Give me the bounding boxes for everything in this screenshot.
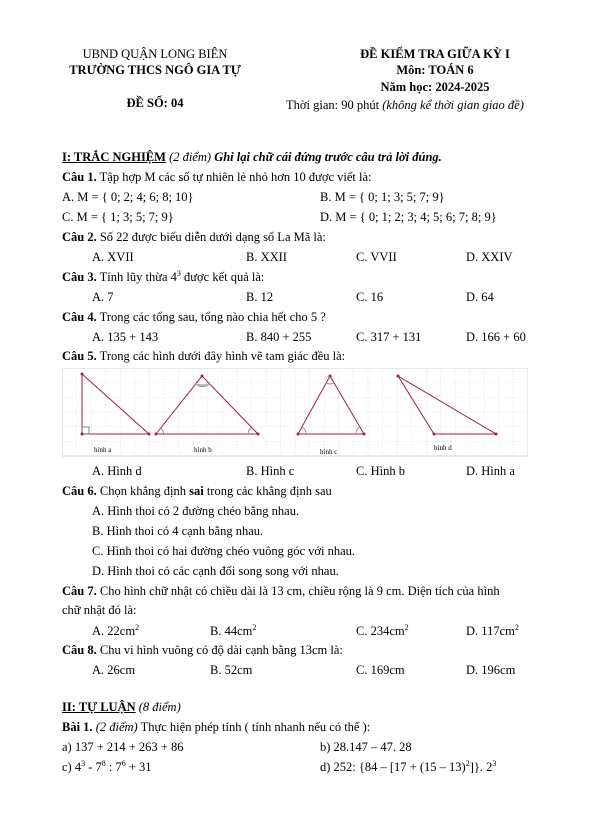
q7-option-b: B. $44cm^2$: [210, 622, 257, 638]
q4-option-b: B. 840 + 255: [246, 330, 312, 344]
q1-option-b: B. M = { 0; 1; 3; 5; 7; 9}: [320, 190, 445, 204]
fig-label-a: hình a: [94, 446, 112, 454]
q3-option-c: C. 16: [356, 290, 384, 304]
exam-time: Thời gian: 90 phút (không kể thời gian giao đề): [286, 98, 524, 112]
q6-option-d: D. Hình thoi có các cạnh đối song song với nhau.: [92, 564, 339, 578]
q3-option-d: D. 64: [466, 290, 494, 304]
q4-option-a: A. 135 + 143: [92, 330, 159, 344]
q4-option-d: D. 166 + 60: [466, 330, 526, 344]
exercise-1c: c) $4^3 - 7^8$ : $7^6 + 31$: [62, 758, 152, 774]
fig-label-d: hình d: [434, 444, 452, 452]
question-5: Câu 5. Trong các hình dưới đây hình vẽ tam giác đều là:: [62, 349, 346, 363]
exam-title: ĐỀ KIỂM TRA GIỮA KỲ I: [360, 47, 510, 61]
q5-option-c: C. Hình b: [356, 464, 405, 478]
exercise-1d: d) 252: {84 – [17 + (15 – 13)$^2$]}. $2^3$: [320, 758, 497, 774]
q2-option-b: B. XXII: [246, 250, 287, 264]
exam-subject: Môn: TOÁN 6: [396, 63, 474, 77]
q5-option-b: B. Hình c: [246, 464, 295, 478]
header-school: TRƯỜNG THCS NGÔ GIA TỰ: [69, 63, 241, 77]
q5-option-a: A. Hình d: [92, 464, 142, 478]
question-4: Câu 4. Trong các tổng sau, tổng nào chia hết cho 5 ?: [62, 310, 326, 324]
exam-number: ĐỀ SỐ: 04: [126, 96, 184, 110]
question-2: Câu 2. Số 22 được biểu diễn dưới dạng số La Mã là:: [62, 230, 326, 244]
fig-label-b: hình b: [194, 446, 212, 454]
q1-option-c: C. M = { 1; 3; 5; 7; 9}: [62, 210, 174, 224]
q7-option-d: D. $117cm^2$: [466, 622, 519, 638]
q3-option-b: B. 12: [246, 290, 274, 304]
q2-option-c: C. VVII: [356, 250, 397, 264]
q3-option-a: A. 7: [92, 290, 114, 304]
q8-option-c: C. 169cm: [356, 663, 405, 677]
question-3: Câu 3. Tính lũy thừa $4^3$ được kết quả là:: [62, 268, 265, 284]
q1-option-d: D. M = { 0; 1; 2; 3; 4; 5; 6; 7; 8; 9}: [320, 210, 497, 224]
question-1: Câu 1. Tập hợp M các số tự nhiên lẻ nhỏ hơn 10 được viết là:: [62, 170, 372, 184]
q7-option-c: C. $234cm^2$: [356, 622, 409, 638]
exercise-1b: b) 28.147 – 47. 28: [320, 740, 412, 754]
header-department: UBND QUẬN LONG BIÊN: [82, 47, 228, 61]
question-8: Câu 8. Chu vi hình vuông có độ dài cạnh bằng 13cm là:: [62, 643, 343, 657]
question-6: Câu 6. Chọn khẳng định sai trong các khẳng định sau: [62, 484, 332, 498]
q4-option-c: C. 317 + 131: [356, 330, 422, 344]
exercise-1a: a) 137 + 214 + 263 + 86: [62, 740, 184, 754]
part1-heading: I: TRẮC NGHIỆM (2 điểm) Ghi lại chữ cái đứng trước câu trả lời đúng.: [62, 150, 442, 164]
question-7-cont: chữ nhật đó là:: [62, 603, 137, 617]
q2-option-a: A. XVII: [92, 250, 134, 264]
fig-label-c: hình c: [320, 448, 338, 456]
question-7: Câu 7. Cho hình chữ nhật có chiều dài là 13 cm, chiều rộng là 9 cm. Diện tích của hình: [62, 584, 500, 598]
q2-option-d: D. XXIV: [466, 250, 513, 264]
q6-option-a: A. Hình thoi có 2 đường chéo bằng nhau.: [92, 504, 300, 518]
q8-option-d: D. 196cm: [466, 663, 516, 677]
q6-option-b: B. Hình thoi có 4 cạnh bằng nhau.: [92, 524, 264, 538]
q8-option-a: A. 26cm: [92, 663, 136, 677]
q8-option-b: B. 52cm: [210, 663, 253, 677]
q5-option-d: D. Hình a: [466, 464, 515, 478]
q1-option-a: A. M = { 0; 2; 4; 6; 8; 10}: [62, 190, 194, 204]
part2-heading: II: TỰ LUẬN (8 điểm): [62, 700, 181, 714]
exercise-1: Bài 1. (2 điểm) Thực hiện phép tính ( tính nhanh nếu có thể ):: [62, 720, 371, 734]
q7-option-a: A. $22cm^2$: [92, 622, 140, 638]
triangle-figures: [62, 368, 528, 460]
q6-option-c: C. Hình thoi có hai đường chéo vuông góc với nhau.: [92, 544, 356, 558]
exam-year: Năm học: 2024-2025: [380, 80, 490, 94]
